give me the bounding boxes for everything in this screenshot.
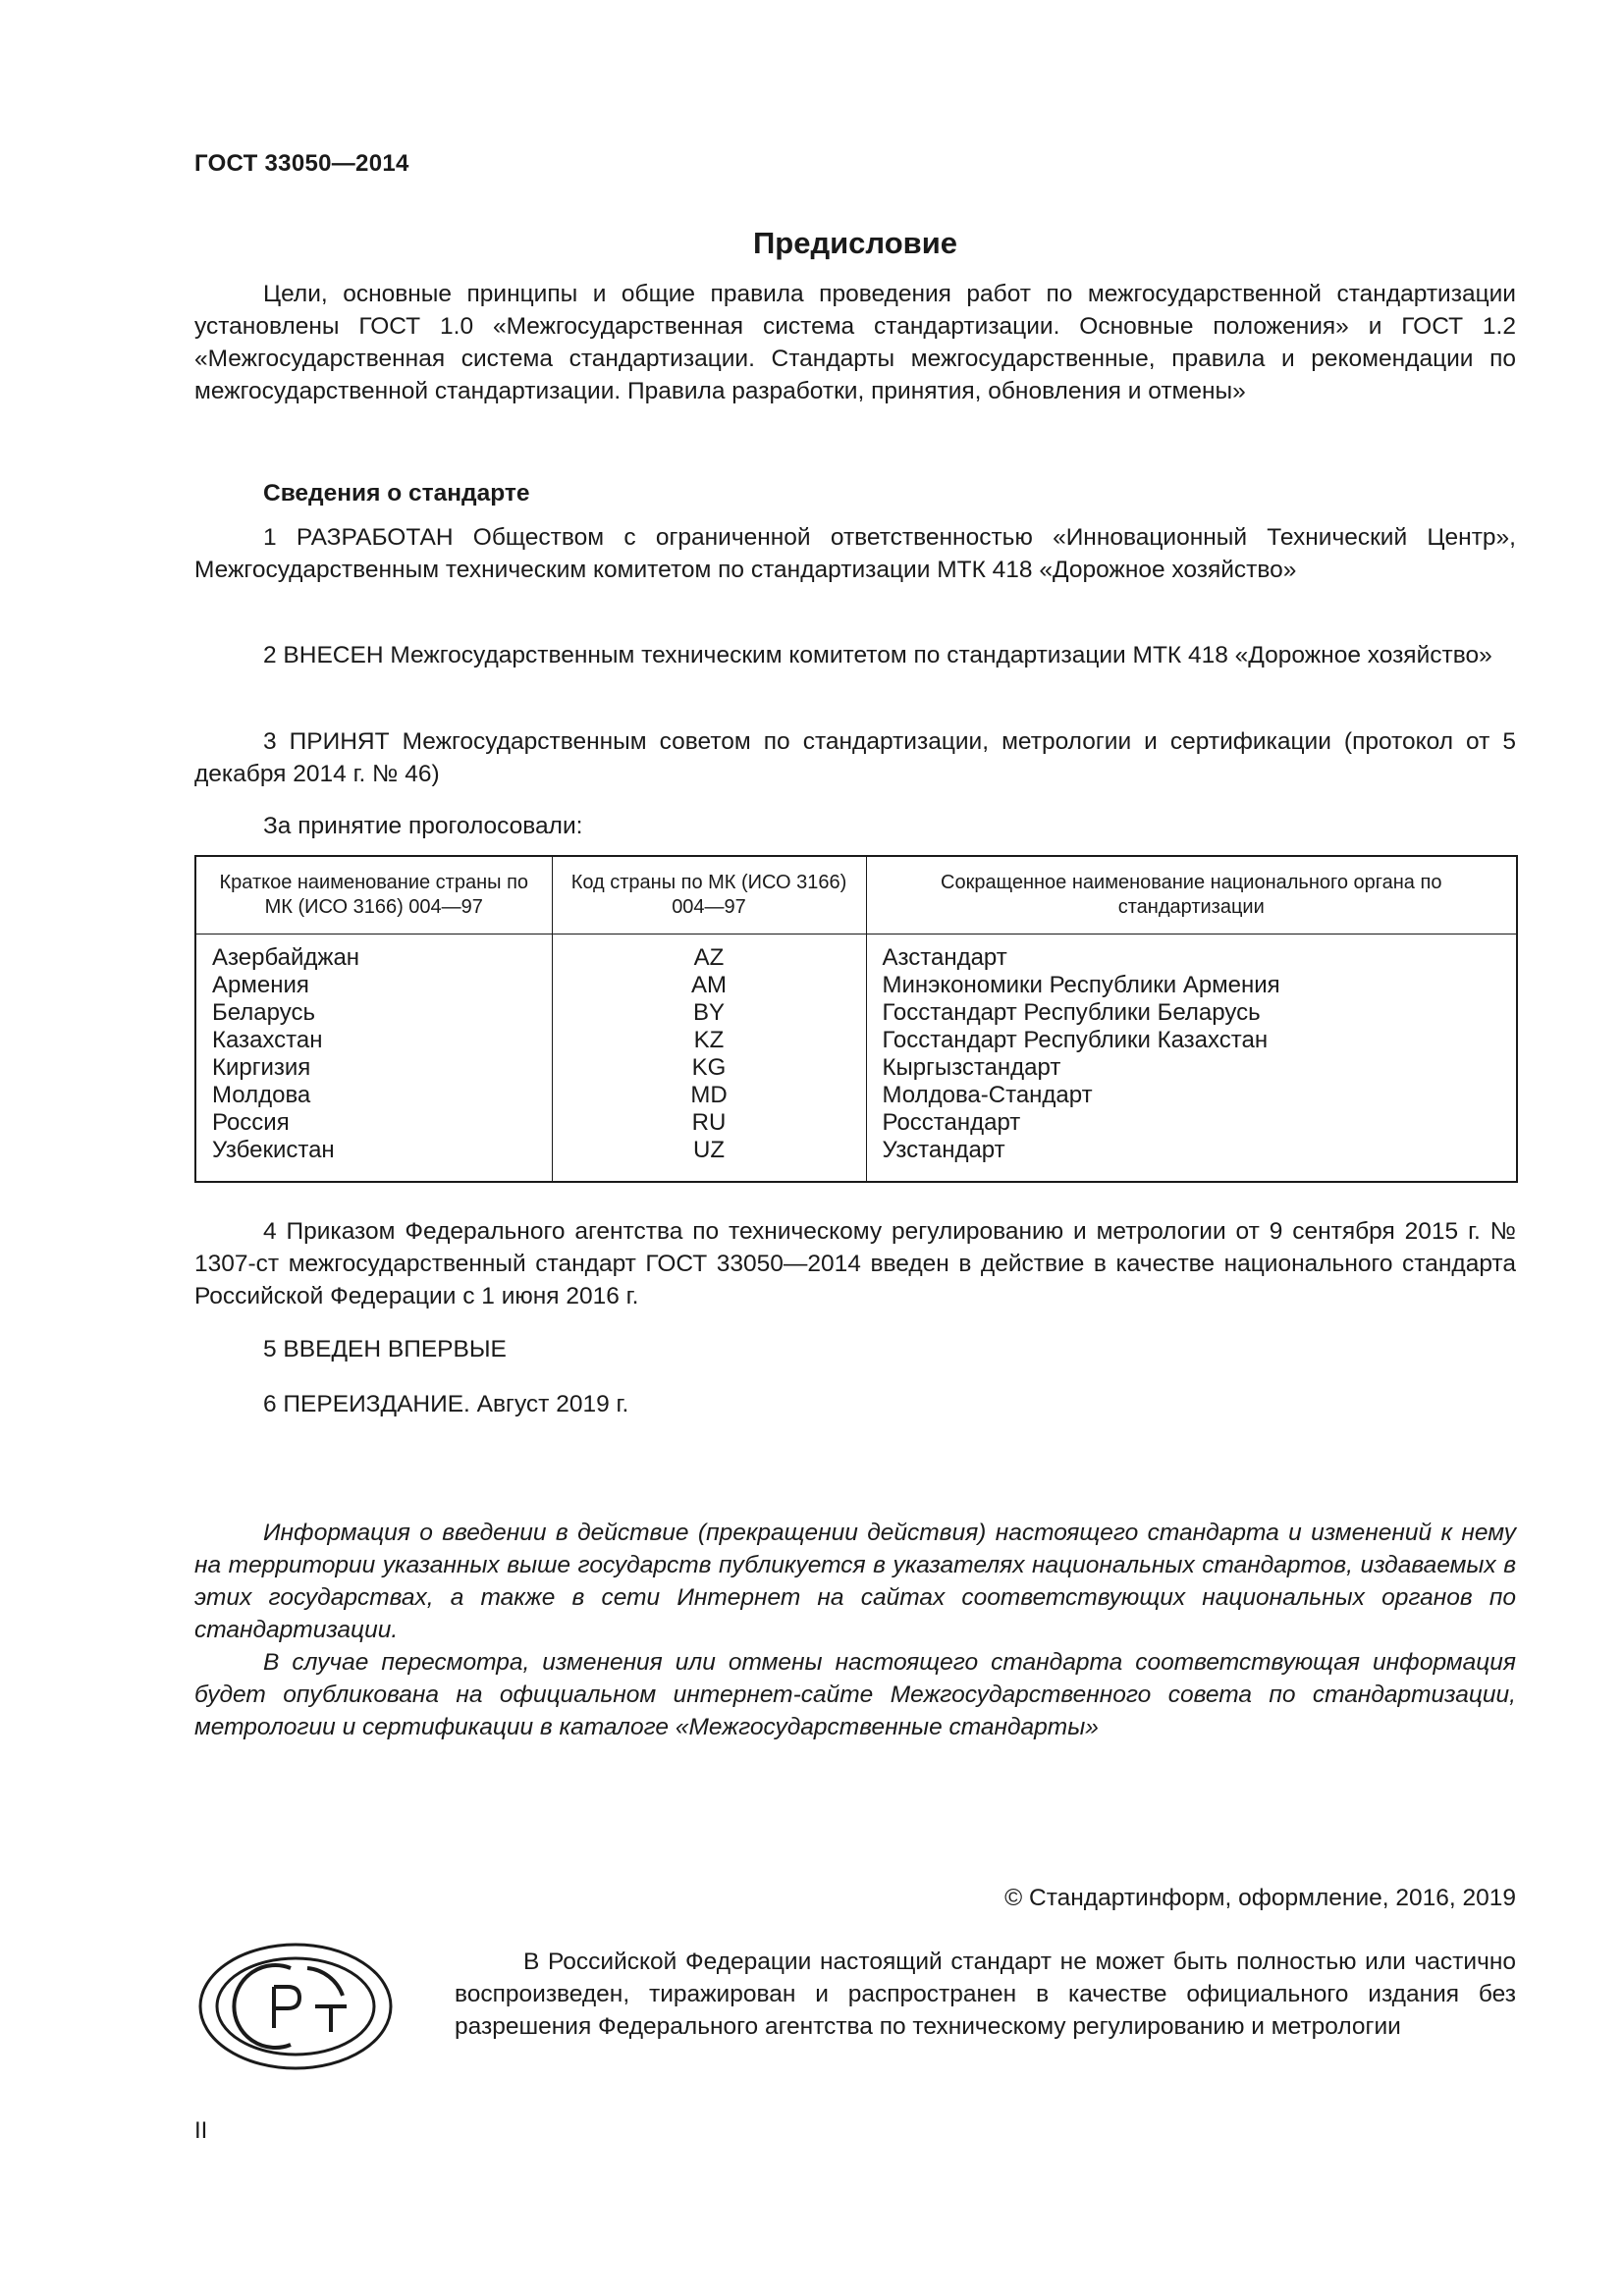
country-cell: Киргизия	[212, 1054, 311, 1081]
code-cell: KG	[691, 1054, 727, 1081]
standard-code-header: ГОСТ 33050—2014	[194, 150, 409, 177]
page-title: Предисловие	[752, 226, 957, 260]
country-cell: Россия	[212, 1109, 290, 1136]
body-cell: Молдова-Стандарт	[882, 1082, 1093, 1108]
body-cell: Госстандарт Республики Беларусь	[882, 999, 1261, 1026]
item-order: 4 Приказом Федерального агентства по техническому регулированию и метрологии от 9 сентября 2015 г. № 1307-ст межгосударственный стандарт ГОСТ 33050—2014 введен в действие в качестве национального стандарта Российской Федерации с 1 июня 2016 г.	[194, 1218, 1516, 1309]
table-header-body: Сокращенное наименование национального органа по стандартизации	[866, 856, 1517, 934]
table-header-code: Код страны по МК (ИСО 3166) 004—97	[552, 856, 866, 934]
body-cell: Госстандарт Республики Казахстан	[882, 1027, 1269, 1053]
body-cell: Росстандарт	[882, 1109, 1021, 1136]
notice-paragraph-2: В случае пересмотра, изменения или отмены настоящего стандарта соответствующая информация будет опубликована на официальном интернет-сайте Межгосударственного совета по стандартизации, метрологии и сертификации в каталоге «Межгосударственные стандарты»	[194, 1649, 1516, 1740]
code-cell: MD	[690, 1082, 728, 1108]
code-cell: KZ	[693, 1027, 725, 1053]
country-cell: Азербайджан	[212, 944, 360, 971]
notice-paragraph-1: Информация о введении в действие (прекращении действия) настоящего стандарта и изменений к нему на территории указанных выше государств публикуется в указателях национальных стандартов, издаваемых в этих государствах, а также в сети Интернет на сайтах соответствующих национальных органов по стандартизации.	[194, 1520, 1516, 1643]
item-voted: За принятие проголосовали:	[263, 813, 583, 839]
rst-certification-mark-icon	[197, 1942, 394, 2072]
item-developed: 1 РАЗРАБОТАН Обществом с ограниченной ответственностью «Инновационный Технический Центр», Межгосударственным техническим комитетом по стандартизации МТК 418 «Дорожное хозяйство»	[194, 524, 1516, 583]
table-row	[195, 934, 1517, 1183]
body-cell: Минэкономики Республики Армения	[882, 972, 1280, 998]
country-cell: Беларусь	[212, 999, 315, 1026]
table-header-country: Краткое наименование страны по МК (ИСО 3166) 004—97	[195, 856, 552, 934]
copyright-line: © Стандартинформ, оформление, 2016, 2019	[1004, 1885, 1516, 1911]
code-cell: BY	[692, 999, 725, 1026]
country-cell: Узбекистан	[212, 1137, 335, 1163]
code-cell: AM	[691, 972, 727, 998]
body-cell: Кыргызстандарт	[882, 1054, 1061, 1081]
rights-notice: В Российской Федерации настоящий стандарт не может быть полностью или частично воспроизведен, тиражирован и распространен в качестве официального издания без разрешения Федерального агентства по техническому регулированию и метрологии	[455, 1949, 1516, 2040]
table-header-row	[195, 856, 1517, 934]
code-cell: RU	[691, 1109, 727, 1136]
item-introduced: 2 ВНЕСЕН Межгосударственным техническим комитетом по стандартизации МТК 418 «Дорожное хозяйство»	[263, 642, 1492, 668]
voting-table	[194, 855, 1518, 1183]
item-reissue: 6 ПЕРЕИЗДАНИЕ. Август 2019 г.	[263, 1391, 629, 1417]
info-heading: Сведения о стандарте	[263, 480, 530, 507]
body-cell: Азстандарт	[882, 944, 1007, 971]
item-adopted: 3 ПРИНЯТ Межгосударственным советом по стандартизации, метрологии и сертификации (протокол от 5 декабря 2014 г. № 46)	[194, 728, 1516, 787]
code-cell: UZ	[693, 1137, 725, 1163]
body-column	[866, 934, 1517, 1183]
code-cell: AZ	[693, 944, 725, 971]
body-cell: Узстандарт	[882, 1137, 1005, 1163]
item-first: 5 ВВЕДЕН ВПЕРВЫЕ	[263, 1336, 507, 1362]
country-cell: Армения	[212, 972, 309, 998]
page-number: II	[194, 2117, 208, 2144]
country-column	[195, 934, 552, 1183]
intro-paragraph: Цели, основные принципы и общие правила проведения работ по межгосударственной стандартизации установлены ГОСТ 1.0 «Межгосударственная система стандартизации. Основные положения» и ГОСТ 1.2 «Межгосударственная система стандартизации. Стандарты межгосударственные, правила и рекомендации по межгосударственной стандартизации. Правила разработки, принятия, обновления и отмены»	[194, 281, 1516, 404]
country-cell: Молдова	[212, 1082, 311, 1108]
country-cell: Казахстан	[212, 1027, 323, 1053]
code-column	[552, 934, 866, 1183]
